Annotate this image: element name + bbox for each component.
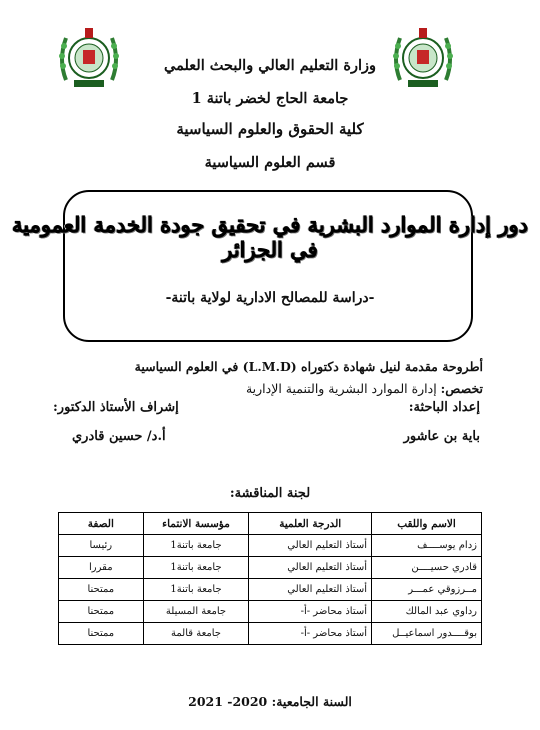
specialization — [43, 381, 483, 396]
member-role: ممتحنا — [59, 579, 144, 601]
department-name: قسم العلوم السياسية — [204, 154, 336, 171]
member-role: رئيسا — [59, 535, 144, 557]
member-name: قادري حسيــــن — [372, 557, 482, 579]
table-row — [59, 623, 482, 645]
member-name: رداوي عبد المالك — [372, 601, 482, 623]
member-institution: جامعة باتنة1 — [143, 535, 249, 557]
member-role: ممتحنا — [59, 623, 144, 645]
member-institution: جامعة باتنة1 — [143, 557, 249, 579]
member-rank: أستاذ التعليم العالي — [249, 557, 372, 579]
thesis-title: دور إدارة الموارد البشرية في تحقيق جودة الخدمة العمومية في الجزائر — [12, 212, 528, 262]
member-name: مــرزوقي عمـــر — [372, 579, 482, 601]
researcher-name: باية بن عاشور — [403, 429, 480, 444]
member-name: بوقــــدور اسماعيــل — [372, 623, 482, 645]
member-institution: جامعة باتنة1 — [143, 579, 249, 601]
specialization-label: تخصص: — [440, 381, 483, 396]
ministry-name: وزارة التعليم العالي والبحث العلمي — [164, 57, 376, 74]
table-header-row — [59, 513, 482, 535]
committee-table — [58, 512, 482, 645]
col-name: الاسم واللقب — [372, 513, 482, 535]
col-institution: مؤسسة الانتماء — [143, 513, 249, 535]
specialization-value: إدارة الموارد البشرية والتنمية الإدارية — [245, 381, 437, 396]
col-role: الصفة — [59, 513, 144, 535]
member-name: زدام يوســــف — [372, 535, 482, 557]
table-row — [59, 557, 482, 579]
supervisor-name: أ.د/ حسين قادري — [72, 429, 166, 444]
supervisor-label: إشراف الأستاذ الدكتور: — [53, 400, 179, 415]
prepared-by-label: إعداد الباحثة: — [408, 400, 480, 415]
member-rank: أستاذ محاضر -أ- — [249, 601, 372, 623]
member-rank: أستاذ التعليم العالي — [249, 535, 372, 557]
table-row — [59, 535, 482, 557]
member-institution: جامعة قالمة — [143, 623, 249, 645]
thesis-description: أطروحة مقدمة لنيل شهادة دكتوراه (L.M.D) في العلوم السياسية — [134, 359, 483, 374]
table-row — [59, 579, 482, 601]
member-rank: أستاذ التعليم العالي — [249, 579, 372, 601]
member-institution: جامعة المسيلة — [143, 601, 249, 623]
university-name: جامعة الحاج لخضر باتنة 1 — [191, 90, 349, 107]
university-seal-right — [390, 20, 456, 92]
member-rank: أستاذ محاضر -أ- — [249, 623, 372, 645]
university-seal-left — [56, 20, 122, 92]
thesis-subtitle: -دراسة للمصالح الادارية لولاية باتنة- — [165, 290, 375, 306]
committee-title: لجنة المناقشة: — [229, 486, 311, 501]
table-row — [59, 601, 482, 623]
member-role: ممتحنا — [59, 601, 144, 623]
member-role: مقررا — [59, 557, 144, 579]
academic-year: السنة الجامعية: 2020- 2021 — [188, 694, 352, 709]
faculty-name: كلية الحقوق والعلوم السياسية — [176, 120, 364, 138]
col-rank: الدرجة العلمية — [249, 513, 372, 535]
